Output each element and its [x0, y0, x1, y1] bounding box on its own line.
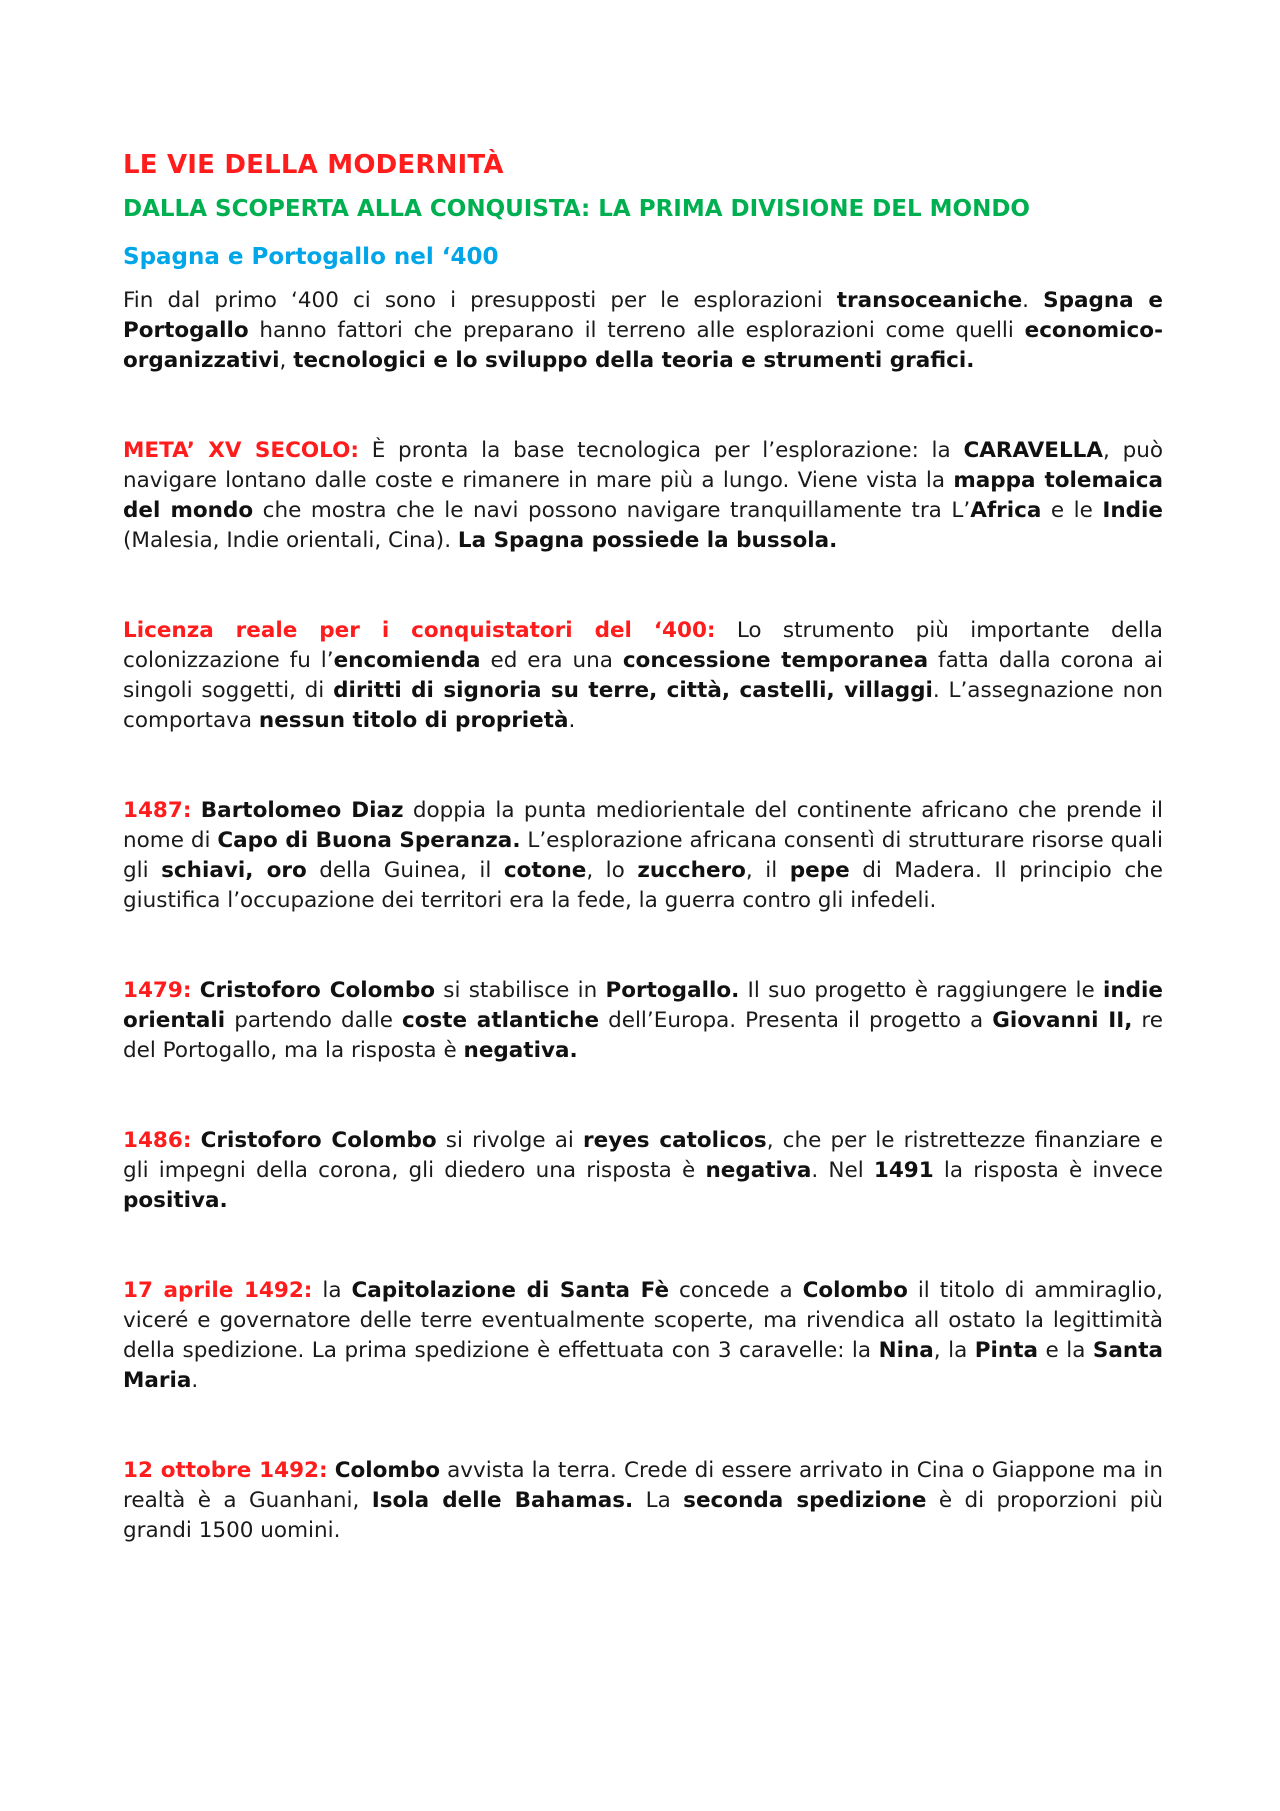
document-page: [123, 150, 1163, 1546]
document-title: LE VIE DELLA MODERNITÀ: [123, 150, 504, 180]
paragraph-label: 1487:: [123, 798, 192, 823]
paragraph-intro: Fin dal primo ‘400 ci sono i presupposti per le esplorazioni transoceaniche. Spagna e Portogallo hanno fattori che preparano il terreno alle esplorazioni come quelli economico-organizzativi, tecnologici e lo sviluppo della teoria e strumenti grafici.: [123, 288, 1164, 373]
paragraph-label: 1479:: [123, 978, 192, 1003]
paragraph-label: 1486:: [123, 1128, 192, 1153]
paragraph-1479: 1479: Cristoforo Colombo si stabilisce in Portogallo. Il suo progetto è raggiungere le indie orientali partendo dalle coste atlantiche dell’Europa. Presenta il progetto a Giovanni II, re del Portogallo, ma la risposta è negativa.: [123, 978, 1163, 1063]
paragraph-12-ottobre-1492: 12 ottobre 1492: Colombo avvista la terra. Crede di essere arrivato in Cina o Giappone ma in realtà è a Guanhani, Isola delle Bahamas. La seconda spedizione è di proporzioni più grandi 1500 uomini.: [123, 1458, 1164, 1543]
paragraph-label: META’ XV SECOLO:: [123, 438, 359, 463]
paragraph-label: 17 aprile 1492:: [123, 1278, 313, 1303]
paragraph-label: 12 ottobre 1492:: [123, 1458, 328, 1483]
paragraph-17-aprile-1492: 17 aprile 1492: la Capitolazione di Santa Fè concede a Colombo il titolo di ammiraglio, viceré e governatore delle terre eventualmente scoperte, ma rivendica all ostato la legittimità della spedizione. La prima spedizione è effettuata con 3 caravelle: la Nina, la Pinta e la Santa Maria.: [123, 1278, 1163, 1393]
paragraph-licenza-reale: Licenza reale per i conquistatori del ‘400: Lo strumento più importante della colonizzazione fu l’encomienda ed era una concessione temporanea fatta dalla corona ai singoli soggetti, di diritti di signoria su terre, città, castelli, villaggi. L’assegnazione non comportava nessun titolo di proprietà.: [123, 618, 1163, 733]
paragraph-1487: 1487: Bartolomeo Diaz doppia la punta mediorientale del continente africano che prende il nome di Capo di Buona Speranza. L’esplorazione africana consentì di strutturare risorse quali gli schiavi, oro della Guinea, il cotone, lo zucchero, il pepe di Madera. Il principio che giustifica l’occupazione dei territori era la fede, la guerra contro gli infedeli.: [123, 798, 1163, 913]
section-heading: Spagna e Portogallo nel ‘400: [123, 244, 499, 270]
paragraph-meta-xv-secolo: META’ XV SECOLO: È pronta la base tecnologica per l’esplorazione: la CARAVELLA, può navigare lontano dalle coste e rimanere in mare più a lungo. Viene vista la mappa tolemaica del mondo che mostra che le navi possono navigare tranquillamente tra L’Africa e le Indie (Malesia, Indie orientali, Cina). La Spagna possiede la bussola.: [123, 438, 1164, 553]
paragraph-1486: 1486: Cristoforo Colombo si rivolge ai reyes catolicos, che per le ristrettezze finanziare e gli impegni della corona, gli diedero una risposta è negativa. Nel 1491 la risposta è invece positiva.: [123, 1128, 1164, 1213]
document-subtitle: DALLA SCOPERTA ALLA CONQUISTA: LA PRIMA DIVISIONE DEL MONDO: [123, 196, 1030, 222]
paragraph-label: Licenza reale per i conquistatori del ‘400:: [123, 618, 716, 643]
